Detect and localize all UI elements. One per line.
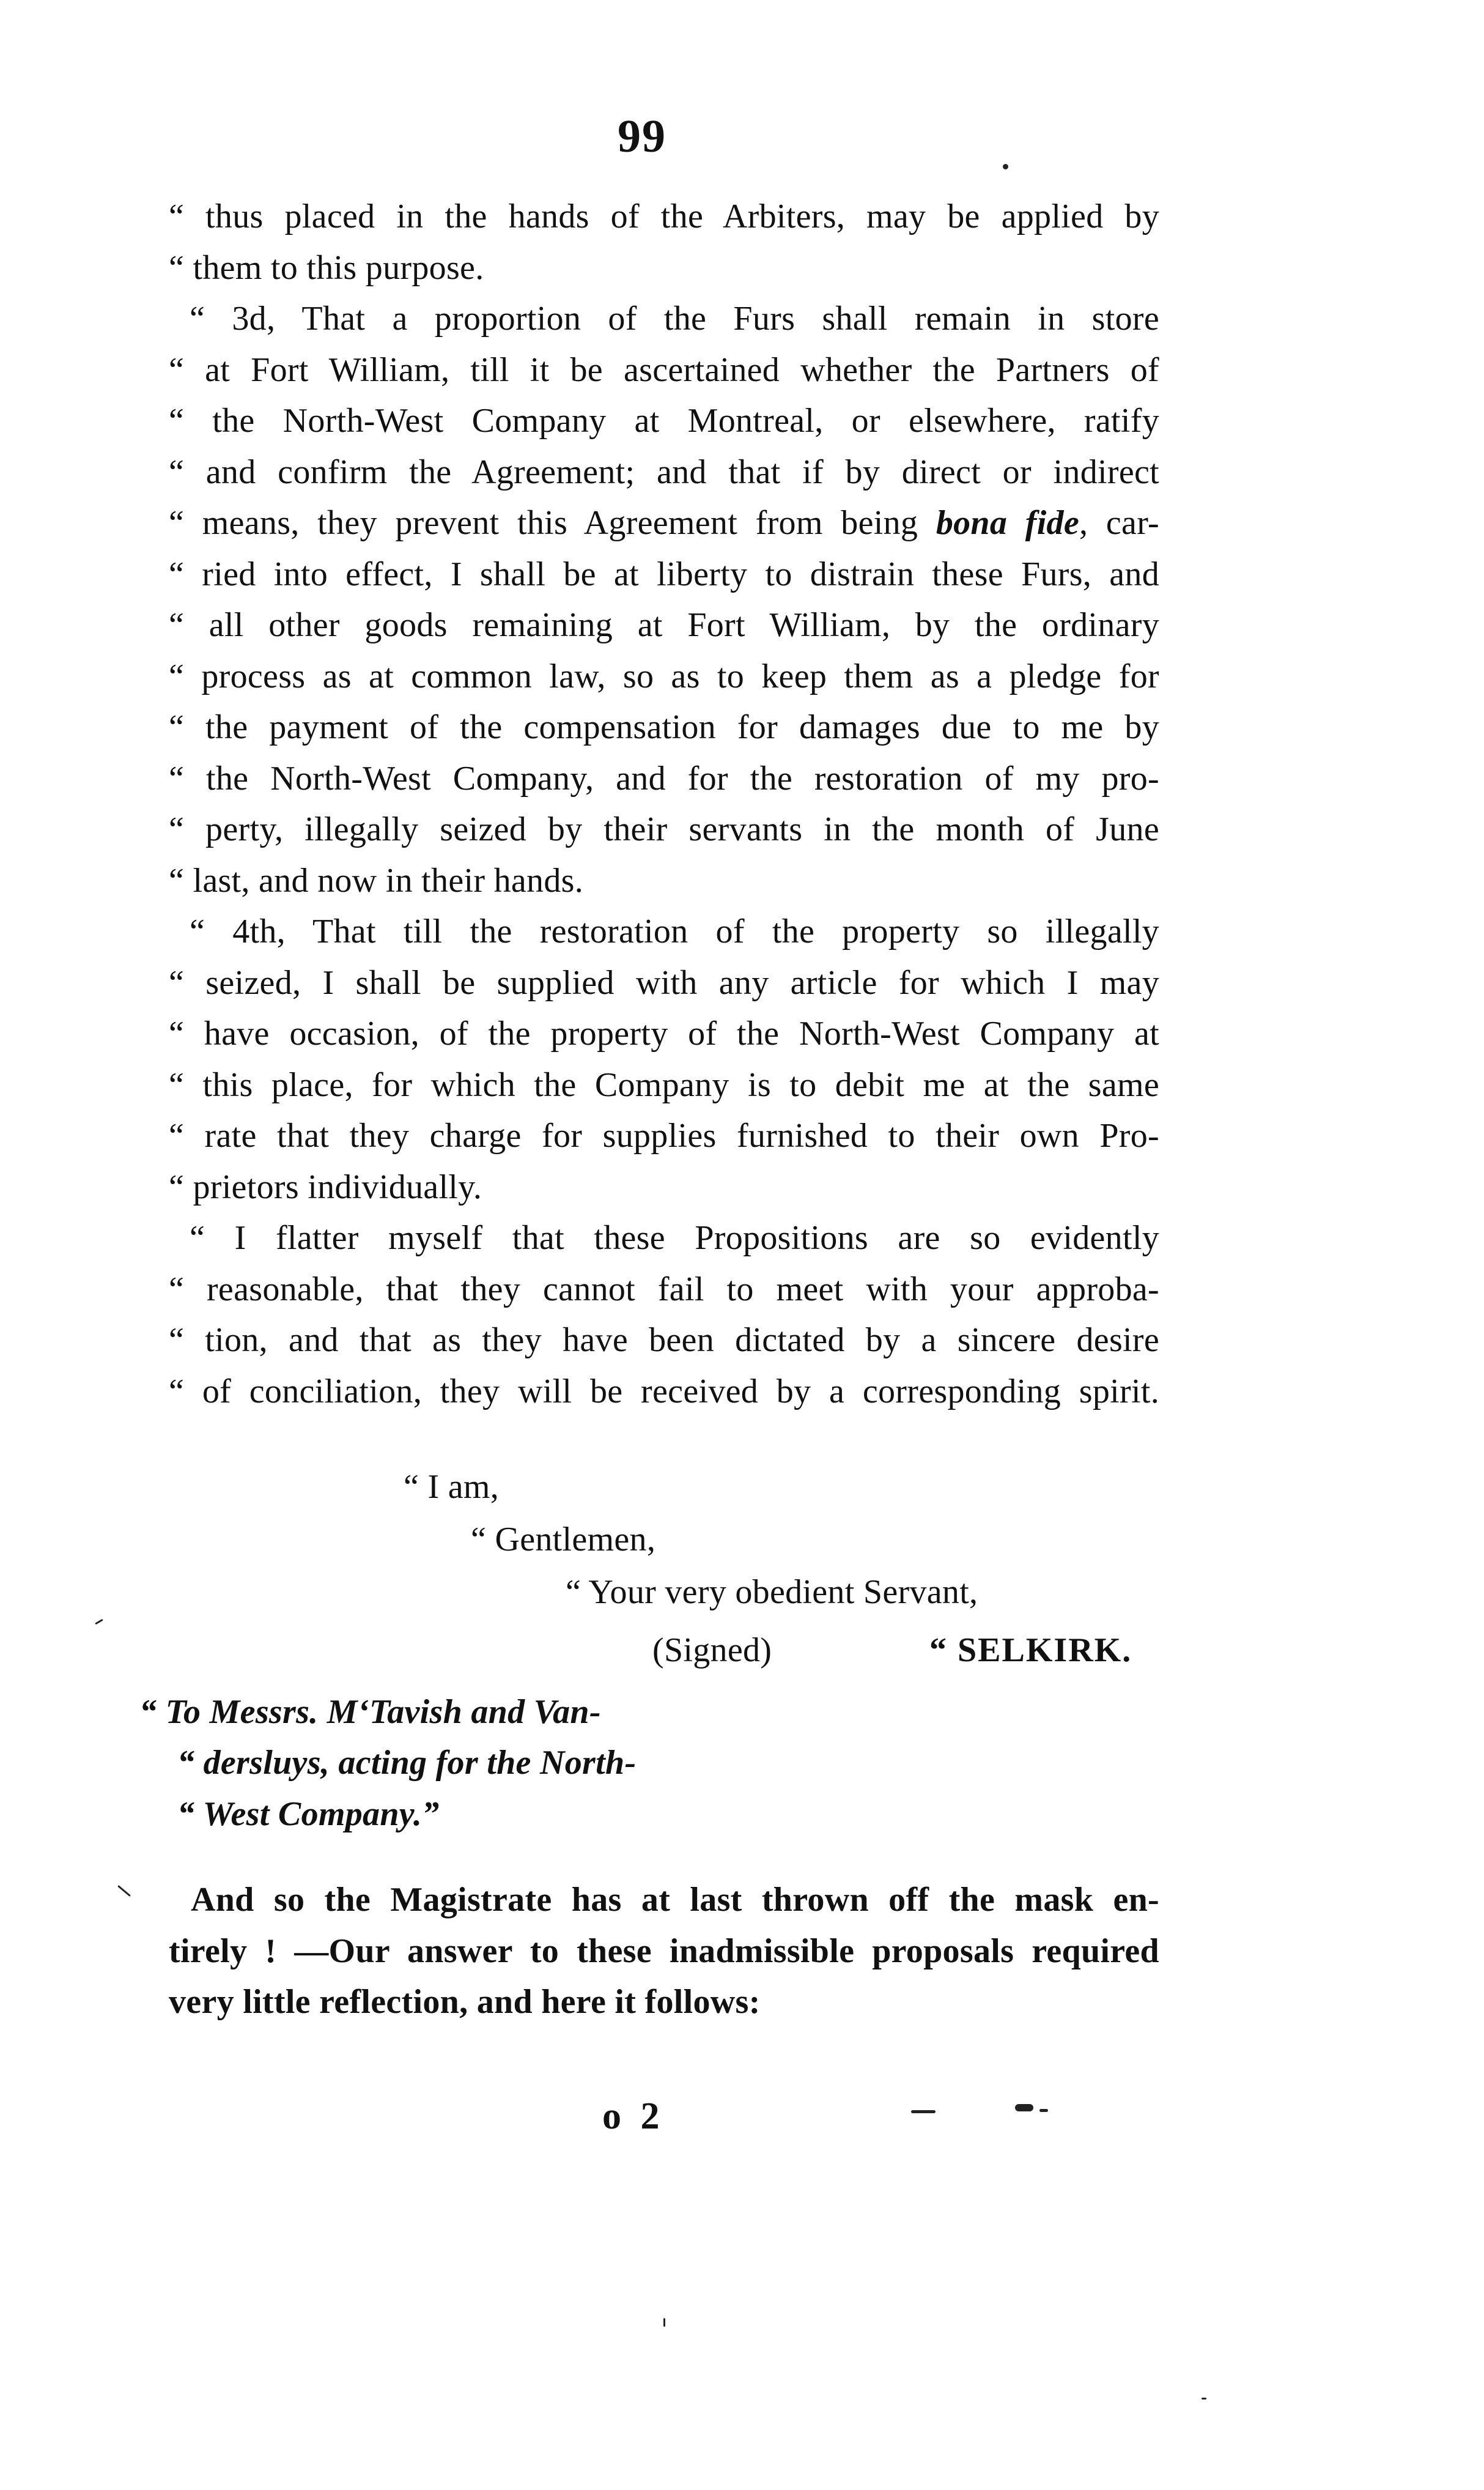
closing-i-am: “ I am,: [404, 1468, 500, 1506]
letter-line: “ tion, and that as they have been dictated by a sincere desire: [169, 1321, 1159, 1359]
scan-speck: [1039, 2109, 1048, 2112]
letter-line: “ prietors individually.: [169, 1168, 482, 1206]
letter-line: “ the payment of the compensation for damages due to me by: [169, 708, 1159, 746]
letter-line: “ them to this purpose.: [169, 248, 484, 287]
narrative-paragraph: [169, 1878, 1159, 2031]
letter-line: “ have occasion, of the property of the North-West Company at: [169, 1015, 1159, 1053]
address-line: “ dersluys, acting for the North-: [177, 1744, 637, 1782]
closing-servant: “ Your very obedient Servant,: [566, 1573, 978, 1611]
address-line: “ To Messrs. M‘Tavish and Van-: [139, 1693, 601, 1731]
letter-line: “ 4th, That till the restoration of the property so illegally: [190, 913, 1159, 950]
letter-line: “ process as at common law, so as to keep them as a pledge for: [169, 657, 1159, 695]
scan-speck: [95, 1619, 103, 1625]
letter-line: “ the North-West Company, and for the restoration of my pro-: [169, 759, 1159, 798]
scan-speck: [911, 2110, 936, 2113]
address-line: “ West Company.”: [177, 1795, 440, 1833]
letter-line: “ of conciliation, they will be received by a corresponding spirit.: [169, 1372, 1159, 1410]
scan-speck: [117, 1885, 131, 1897]
letter-line: “ reasonable, that they cannot fail to meet with your approba-: [169, 1270, 1159, 1308]
closing-salutation: “ Gentlemen,: [471, 1521, 656, 1558]
closing-signed: (Signed): [652, 1631, 772, 1669]
letter-line-text: “ means, they prevent this Agreement from being: [169, 504, 918, 542]
scan-speck: [663, 2318, 665, 2327]
scan-speck: [1003, 164, 1008, 169]
letter-line: “ perty, illegally seized by their servants in the month of June: [169, 810, 1159, 848]
letter-line-bona-fide: “ means, they prevent this Agreement from being bona fide, car-: [169, 504, 1159, 542]
letter-line: “ all other goods remaining at Fort William, by the ordinary: [169, 606, 1159, 644]
closing-signer: “ SELKIRK.: [929, 1631, 1132, 1669]
letter-line: “ at Fort William, till it be ascertained whether the Partners of: [169, 350, 1159, 389]
scan-speck: [1015, 2104, 1033, 2111]
letter-line: “ and confirm the Agreement; and that if by direct or indirect: [169, 453, 1159, 491]
scan-speck: [1202, 2398, 1206, 2399]
letter-body: [169, 195, 1159, 1420]
letter-line: “ ried into effect, I shall be at liberty to distrain these Furs, and: [169, 555, 1159, 593]
letter-line: “ I flatter myself that these Propositions are so evidently: [190, 1219, 1159, 1257]
page-number: 99: [618, 111, 666, 162]
letter-line: “ last, and now in their hands.: [169, 861, 584, 900]
letter-line: “ the North-West Company at Montreal, or elsewhere, ratify: [169, 402, 1159, 440]
letter-line: “ rate that they charge for supplies furnished to their own Pro-: [169, 1117, 1159, 1155]
hyphenated-fragment: car-: [1106, 504, 1159, 542]
bona-fide-italic: bona fide: [936, 504, 1080, 542]
letter-line: “ 3d, That a proportion of the Furs shall remain in store: [190, 300, 1159, 338]
narrative-line: And so the Magistrate has at last thrown off the mask en-: [191, 1881, 1159, 1919]
letter-line: “ seized, I shall be supplied with any article for which I may: [169, 963, 1159, 1002]
signature-mark: o 2: [602, 2095, 665, 2137]
letter-line: “ this place, for which the Company is to debit me at the same: [169, 1065, 1159, 1104]
narrative-line: very little reflection, and here it follows:: [169, 1983, 761, 2021]
letter-line: “ thus placed in the hands of the Arbiters, may be applied by: [169, 198, 1159, 235]
narrative-line: tirely ! —Our answer to these inadmissible proposals required: [169, 1932, 1159, 1970]
